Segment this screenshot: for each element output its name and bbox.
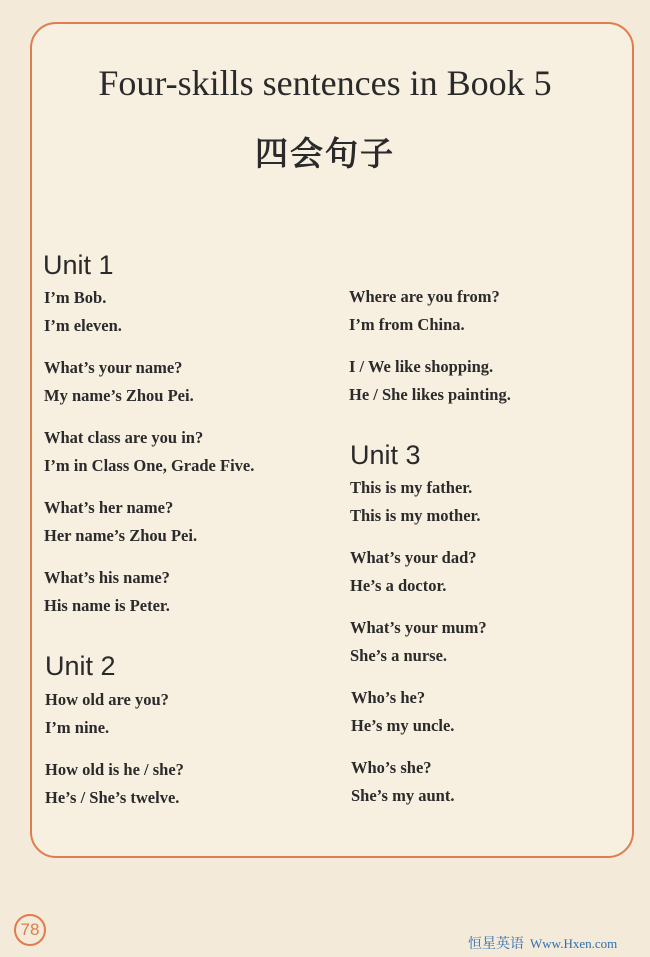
page-subtitle: 四会句子	[255, 134, 395, 173]
sentence-pair	[44, 494, 197, 550]
page-title: Four-skills sentences in Book 5	[98, 63, 552, 103]
sentence-line: I’m Bob.	[44, 288, 107, 307]
page-number: 78	[14, 914, 46, 946]
sentence-line: I’m from China.	[349, 315, 465, 334]
sentence-line: I / We like shopping.	[349, 357, 494, 376]
sentence-line: What’s her name?	[44, 498, 174, 517]
unit-3-heading: Unit 3	[350, 440, 421, 470]
sentence-line: This is my father.	[350, 478, 473, 497]
sentence-line: Her name’s Zhou Pei.	[44, 526, 198, 545]
watermark	[468, 933, 617, 953]
sentence-line: My name’s Zhou Pei.	[44, 386, 194, 405]
sentence-pair	[349, 283, 500, 339]
unit-2-heading: Unit 2	[45, 651, 116, 681]
sentence-line: What’s your dad?	[350, 548, 477, 567]
watermark-name: 恒星英语	[468, 935, 524, 951]
sentence-pair	[45, 756, 184, 812]
sentence-pair	[45, 686, 169, 742]
sentence-line: He / She likes painting.	[349, 385, 511, 404]
sentence-line: His name is Peter.	[44, 596, 170, 615]
sentence-line: What’s your mum?	[350, 618, 487, 637]
sentence-pair	[351, 754, 454, 810]
sentence-line: I’m eleven.	[44, 316, 122, 335]
sentence-line: What’s your name?	[44, 358, 183, 377]
unit-1-heading: Unit 1	[43, 250, 114, 280]
sentence-line: Who’s he?	[351, 688, 426, 707]
sentence-line: What class are you in?	[44, 428, 204, 447]
sentence-line: Where are you from?	[349, 287, 500, 306]
sentence-line: She’s my aunt.	[351, 786, 455, 805]
sentence-line: What’s his name?	[44, 568, 170, 587]
sentence-pair	[44, 284, 122, 340]
sentence-line: Who’s she?	[351, 758, 432, 777]
sentence-line: This is my mother.	[350, 506, 481, 525]
sentence-line: He’s my uncle.	[351, 716, 455, 735]
sentence-pair	[44, 424, 254, 480]
sentence-line: She’s a nurse.	[350, 646, 448, 665]
sentence-line: He’s / She’s twelve.	[45, 788, 180, 807]
sentence-pair	[349, 353, 511, 409]
sentence-line: He’s a doctor.	[350, 576, 447, 595]
sentence-pair	[351, 684, 454, 740]
sentence-pair	[44, 564, 170, 620]
watermark-url: Www.Hxen.com	[530, 936, 618, 951]
sentence-line: I’m nine.	[45, 718, 110, 737]
sentence-line: I’m in Class One, Grade Five.	[44, 456, 255, 475]
sentence-line: How old are you?	[45, 690, 169, 709]
sentence-pair	[350, 474, 481, 530]
sentence-line: How old is he / she?	[45, 760, 184, 779]
sentence-pair	[350, 544, 477, 600]
sentence-pair	[44, 354, 194, 410]
sentence-pair	[350, 614, 487, 670]
